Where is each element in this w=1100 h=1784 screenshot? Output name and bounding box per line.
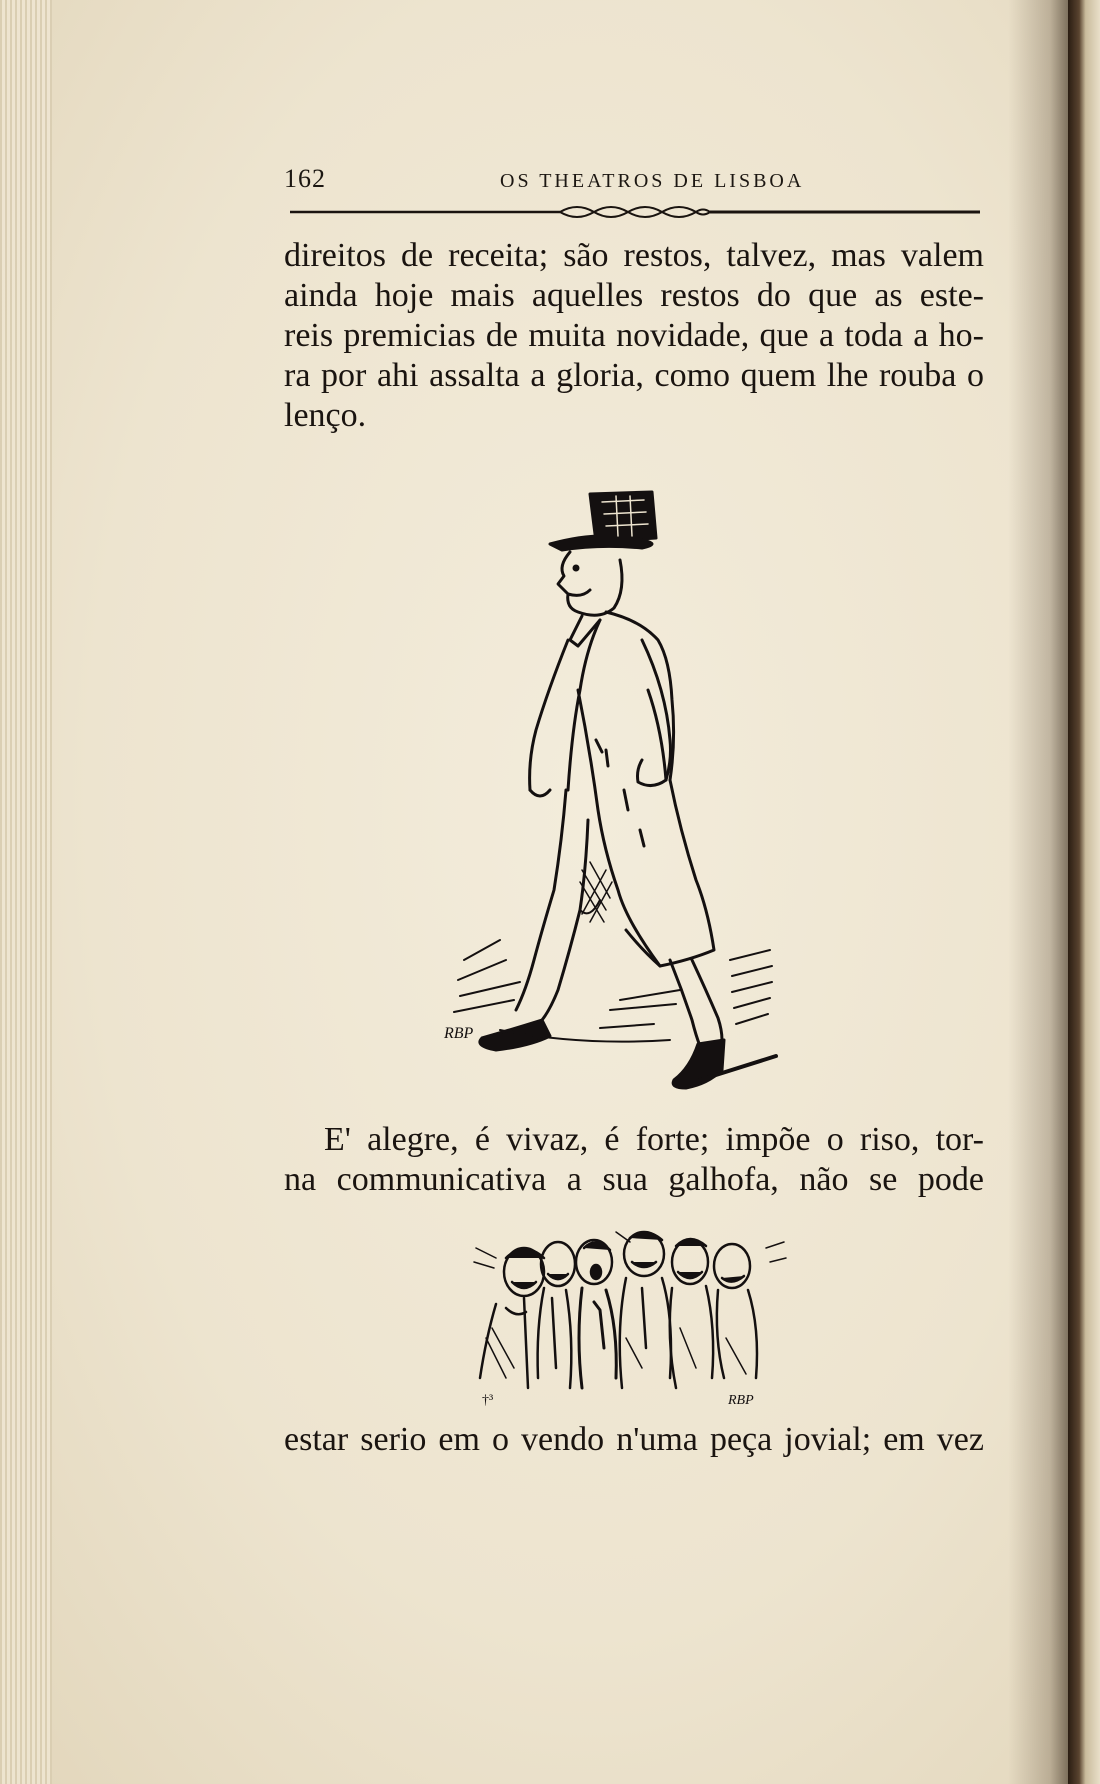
page-number: 162 [284,164,326,193]
text-line: reis premicias de muita novidade, que a toda a ho- [284,317,984,354]
text-line: ainda hoje mais aquelles restos do que as este- [284,277,984,314]
illustration-signature: †³ [482,1393,494,1408]
book-binding [1068,0,1100,1784]
header-rule-ornament [290,204,980,220]
text-line: direitos de receita; são restos, talvez, mas valem [284,237,984,274]
text-line: E' alegre, é vivaz, é forte; impõe o riso, tor- [324,1121,984,1158]
text-line: estar serio em o vendo n'uma peça jovial; em vez [284,1421,984,1458]
illustration-laughing-crowd [466,1228,796,1408]
running-title: OS THEATROS DE LISBOA [500,170,805,192]
spine-shadow [1008,0,1068,1784]
text-line: lenço. [284,397,367,434]
paragraph-3 [284,1420,984,1460]
paragraph-1 [284,236,984,436]
text-line: ra por ahi assalta a gloria, como quem lhe rouba o [284,357,984,394]
text-line: na communicativa a sua galhofa, não se pode [284,1161,984,1198]
page-edges [0,0,52,1784]
illustration-walking-man [430,490,830,1090]
paragraph-2 [284,1120,984,1200]
illustration-signature: RBP [728,1393,754,1408]
illustration-signature: RBP [444,1025,474,1042]
